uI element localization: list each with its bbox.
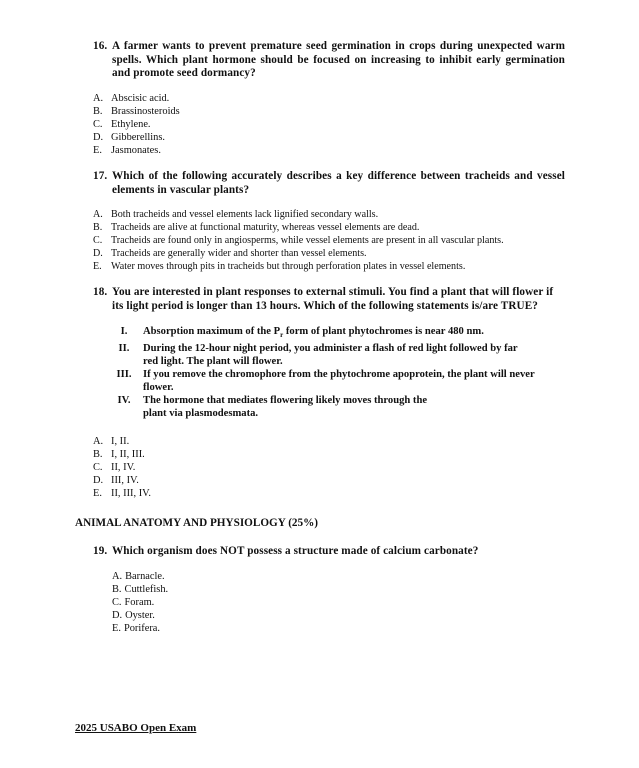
statement-text-part: form of plant phytochromes is near 480 nm. xyxy=(283,326,484,337)
question-number: 17. xyxy=(93,170,108,182)
statement-item xyxy=(105,325,535,342)
statement-text-part: Absorption maximum of the P xyxy=(143,326,281,337)
statement-numeral: III. xyxy=(116,369,132,381)
exam-footer: 2025 USABO Open Exam xyxy=(75,722,197,734)
question-number: 19. xyxy=(93,545,108,557)
option-letter: C. xyxy=(93,118,103,130)
question-16 xyxy=(93,40,565,157)
option-letter: A. xyxy=(93,209,103,220)
answer-option xyxy=(93,260,565,273)
answer-options xyxy=(93,570,565,635)
question-stem xyxy=(93,170,565,197)
statement-text xyxy=(143,325,535,342)
option-text: Cuttlefish. xyxy=(124,583,169,595)
answer-option xyxy=(93,487,565,500)
answer-option xyxy=(93,448,565,461)
answer-option xyxy=(93,131,565,144)
option-text: Ethylene. xyxy=(111,118,151,130)
option-text: Tracheids are generally wider and shorter than vessel elements. xyxy=(111,248,367,259)
statement-numeral: I. xyxy=(120,326,128,337)
option-letter: B. xyxy=(93,222,103,233)
option-letter: B. xyxy=(93,105,103,117)
question-text: Which organism does NOT possess a structure made of calcium carbonate? xyxy=(112,545,479,557)
option-letter: C. xyxy=(93,235,103,246)
option-letter: E. xyxy=(93,488,102,500)
option-text: II, III, IV. xyxy=(111,488,151,500)
option-letter: C. xyxy=(112,596,122,608)
option-text: Brassinosteroids xyxy=(111,105,180,117)
option-text: Gibberellins. xyxy=(111,131,165,143)
question-17 xyxy=(93,170,565,273)
statement-numeral: II. xyxy=(118,343,130,355)
question-stem xyxy=(93,40,565,81)
statement-list xyxy=(93,325,535,420)
question-text: A farmer wants to prevent premature seed germination in crops during unexpected warm spells. Which plant hormone should be focused on increasing to inhibit early germination and promote seed dormancy? xyxy=(112,40,565,79)
option-letter: A. xyxy=(112,570,123,582)
section-heading: ANIMAL ANATOMY AND PHYSIOLOGY (25%) xyxy=(75,517,319,529)
answer-option xyxy=(112,570,565,583)
option-letter: E. xyxy=(93,261,102,272)
question-number: 16. xyxy=(93,40,108,52)
option-text: Barnacle. xyxy=(125,570,165,582)
question-18 xyxy=(93,286,565,500)
option-letter: D. xyxy=(93,475,104,487)
statement-text: During the 12-hour night period, you administer a flash of red light followed by far red light. The plant will flower. xyxy=(143,343,518,368)
option-text: Porifera. xyxy=(123,622,161,634)
option-letter: D. xyxy=(93,248,103,259)
statement-text: If you remove the chromophore from the phytochrome apoprotein, the plant will never flower. xyxy=(143,369,535,394)
question-stem xyxy=(93,545,565,559)
answer-option xyxy=(112,596,565,609)
option-letter: A. xyxy=(93,92,104,104)
statement-item xyxy=(105,394,535,420)
option-letter: C. xyxy=(93,462,103,474)
option-text: Tracheids are found only in angiosperms, while vessel elements are present in all vascular plants. xyxy=(111,235,504,246)
option-text: I, II. xyxy=(111,436,130,448)
option-letter: E. xyxy=(112,622,121,634)
answer-option xyxy=(93,208,565,221)
option-text: Foram. xyxy=(124,596,155,608)
answer-option xyxy=(93,118,565,131)
option-letter: B. xyxy=(93,449,103,461)
answer-option xyxy=(93,144,565,157)
statement-item xyxy=(105,368,535,394)
option-text: Jasmonates. xyxy=(111,144,161,156)
option-text: Abscisic acid. xyxy=(111,92,170,104)
answer-options xyxy=(93,208,565,273)
answer-option xyxy=(112,622,565,635)
question-19 xyxy=(93,545,565,635)
option-text: Tracheids are alive at functional maturity, whereas vessel elements are dead. xyxy=(111,222,420,233)
question-text: Which of the following accurately describes a key difference between tracheids and vessel elements in vascular plants? xyxy=(112,170,565,196)
option-text: I, II, III. xyxy=(111,449,145,461)
answer-option xyxy=(93,92,565,105)
statement-item xyxy=(105,342,535,368)
answer-option xyxy=(93,435,565,448)
answer-options xyxy=(93,435,565,500)
answer-option xyxy=(93,461,565,474)
option-text: Both tracheids and vessel elements lack lignified secondary walls. xyxy=(111,209,379,220)
statement-text: The hormone that mediates flowering likely moves through the plant via plasmodesmata. xyxy=(143,395,428,420)
answer-option xyxy=(93,474,565,487)
answer-option xyxy=(93,247,565,260)
option-letter: A. xyxy=(93,436,104,448)
option-text: Water moves through pits in tracheids but through perforation plates in vessel elements. xyxy=(111,261,466,272)
option-letter: E. xyxy=(93,144,102,156)
option-letter: D. xyxy=(112,609,123,621)
question-number: 18. xyxy=(93,286,108,298)
answer-option xyxy=(93,105,565,118)
option-letter: D. xyxy=(93,131,104,143)
answer-option xyxy=(93,234,565,247)
option-letter: B. xyxy=(112,583,122,595)
answer-option xyxy=(112,609,565,622)
option-text: Oyster. xyxy=(125,609,155,621)
question-stem xyxy=(93,286,565,313)
answer-options xyxy=(93,92,565,157)
answer-option xyxy=(93,221,565,234)
option-text: III, IV. xyxy=(111,475,139,487)
question-text: You are interested in plant responses to external stimuli. You find a plant that will flower if its light period is longer than 13 hours. Which of the following statements is/are TRUE? xyxy=(112,286,554,312)
statement-numeral: IV. xyxy=(117,395,131,407)
answer-option xyxy=(112,583,565,596)
option-text: II, IV. xyxy=(111,462,136,474)
subscript: r xyxy=(280,331,284,340)
